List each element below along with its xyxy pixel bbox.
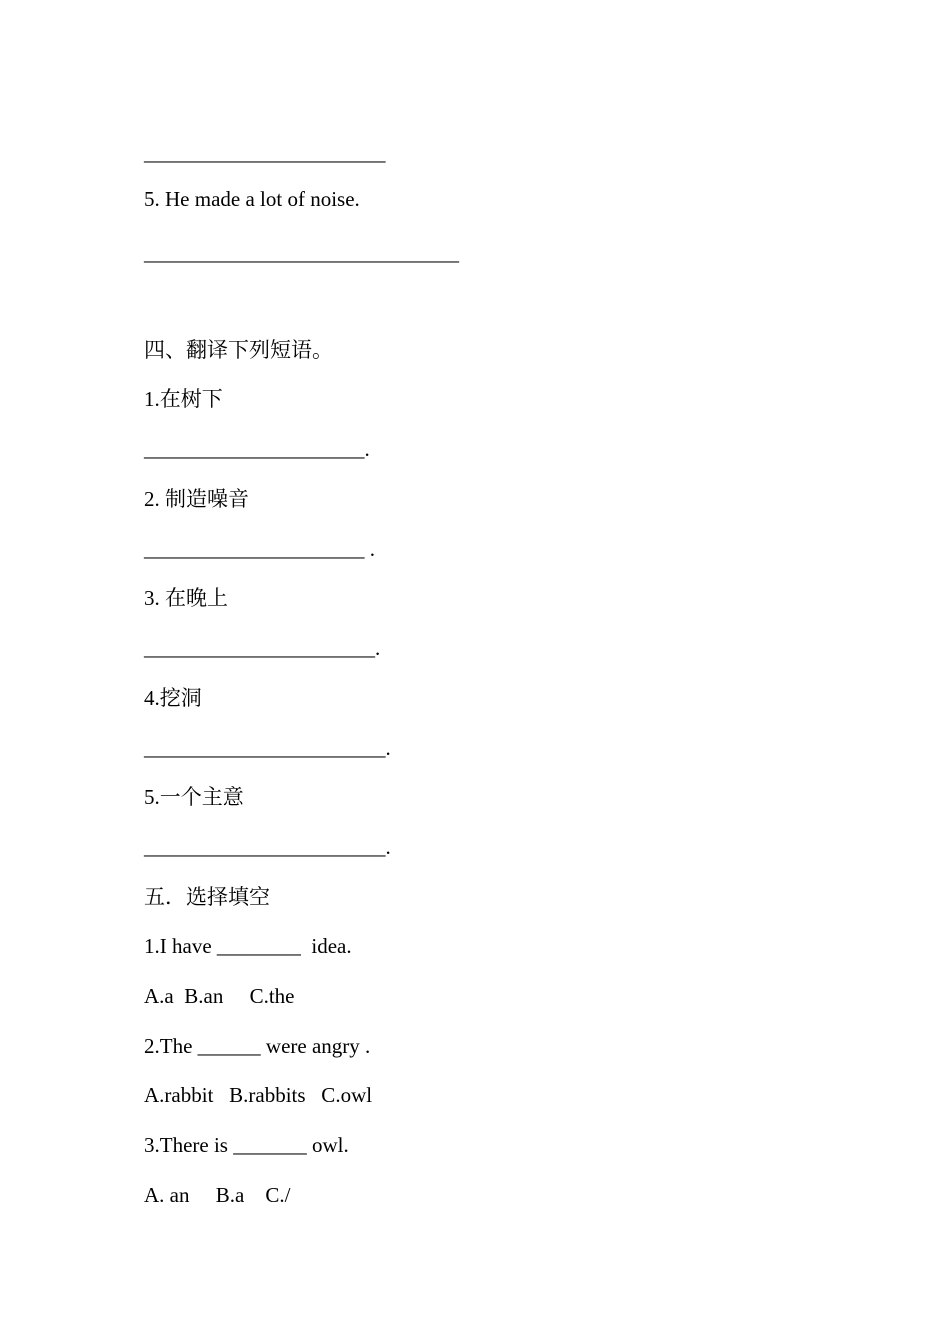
question-5-text: 5. He made a lot of noise. <box>144 187 360 211</box>
choice-question-1: 1.I have ________ idea. <box>144 934 352 958</box>
choice-options-1: A.a B.an C.the <box>144 984 295 1008</box>
translation-answer-5: _______________________. <box>144 835 391 859</box>
choice-question-2: 2.The ______ were angry . <box>144 1034 371 1058</box>
section-4-heading: 四、翻译下列短语。 <box>144 338 333 362</box>
choice-options-2: A.rabbit B.rabbits C.owl <box>144 1083 373 1107</box>
translation-item-5: 5.一个主意 <box>144 785 244 809</box>
translation-item-1: 1.在树下 <box>144 387 223 411</box>
translation-answer-3: ______________________. <box>144 636 381 660</box>
translation-answer-1: _____________________. <box>144 437 370 461</box>
choice-question-3: 3.There is _______ owl. <box>144 1133 349 1157</box>
answer-line-5: ______________________________ <box>144 241 459 265</box>
translation-item-4: 4.挖洞 <box>144 686 202 710</box>
choice-options-3: A. an B.a C./ <box>144 1183 291 1207</box>
answer-line-4: _______________________ <box>144 141 386 165</box>
translation-answer-4: _______________________. <box>144 736 391 760</box>
section-5-heading: 五．选择填空 <box>144 885 270 909</box>
translation-item-2: 2. 制造噪音 <box>144 487 249 511</box>
translation-answer-2: _____________________ . <box>144 537 375 561</box>
translation-item-3: 3. 在晚上 <box>144 586 228 610</box>
